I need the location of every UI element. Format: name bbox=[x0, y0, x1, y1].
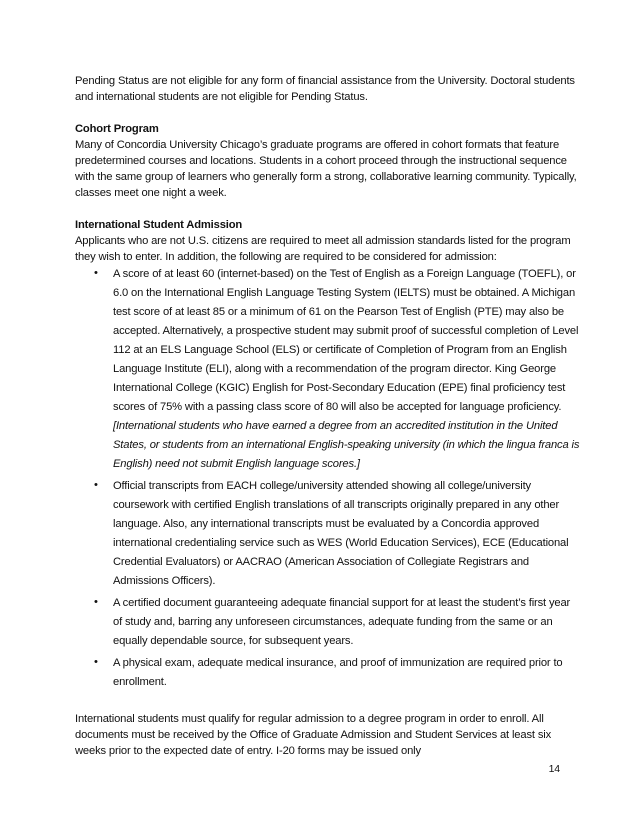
cohort-paragraph: Many of Concordia University Chicago’s graduate programs are offered in cohort formats that feature predetermined courses and locations. Students in a cohort proceed through the instructional sequence with the same group of learners who generally form a strong, collaborative learning community. Typically, classes meet one night a week. bbox=[75, 139, 577, 199]
international-paragraph: Applicants who are not U.S. citizens are required to meet all admission standards listed for the program they wish to enter. In addition, the following are required to be considered for admission: bbox=[75, 235, 571, 263]
list-item bbox=[94, 654, 582, 695]
list-item-text: A score of at least 60 (internet-based) on the Test of English as a Foreign Language (TOEFL), or 6.0 on the International English Language Testing System (IELTS) must be obtained. A Michigan test score of at least 85 or a minimum of 61 on the Pearson Test of English (PTE) may also be accepted. Alternatively, a prospective student may submit proof of successful completion of Level 112 at an ELS Language School (ELS) or certificate of Completion of Program from an English Language Institute (ELI), along with a recommendation of the program director. King George International College (KGIC) English for Post-Secondary Education (EPE) final proficiency test scores of 75% with a passing class score of 80 will also be accepted for language proficiency. bbox=[113, 268, 579, 413]
page-number: 14 bbox=[548, 763, 560, 775]
list-item bbox=[94, 594, 582, 654]
requirements-list bbox=[75, 265, 582, 695]
bullet-icon: • bbox=[94, 656, 98, 668]
list-item-note: [International students who have earned a degree from an accredited institution in the United States, or students from an international English-speaking university (in which the lingua franca is English) need not submit English language scores.] bbox=[113, 420, 580, 470]
cohort-section bbox=[75, 121, 582, 201]
bullet-icon: • bbox=[94, 267, 98, 279]
closing-paragraph: International students must qualify for regular admission to a degree program in order to enroll. All documents must be received by the Office of Graduate Admission and Student Services at least six weeks prior to the expected date of entry. I-20 forms may be issued only bbox=[75, 713, 552, 757]
list-item-text: Official transcripts from EACH college/university attended showing all college/university coursework with certified English translations of all transcripts originally prepared in any other language. Also, any international transcripts must be evaluated by a Concordia approved international credentialing service such as WES (World Education Services), ECE (Educational Credential Evaluators) or AACRAO (American Association of Collegiate Registrars and Admissions Officers). bbox=[113, 480, 569, 587]
cohort-heading: Cohort Program bbox=[75, 123, 159, 135]
list-item-text: A certified document guaranteeing adequate financial support for at least the student’s first year of study and, barring any unforeseen circumstances, adequate funding from the same or an equally dependable source, for subsequent years. bbox=[113, 597, 571, 647]
intro-paragraph: Pending Status are not eligible for any form of financial assistance from the University. Doctoral students and international students are not eligible for Pending Status. bbox=[75, 75, 575, 103]
bullet-icon: • bbox=[94, 596, 98, 608]
list-item bbox=[94, 477, 582, 594]
list-item bbox=[94, 265, 582, 477]
international-heading: International Student Admission bbox=[75, 219, 243, 231]
international-section bbox=[75, 217, 582, 695]
bullet-icon: • bbox=[94, 479, 98, 491]
list-item-text: A physical exam, adequate medical insurance, and proof of immunization are required prior to enrollment. bbox=[113, 657, 563, 688]
